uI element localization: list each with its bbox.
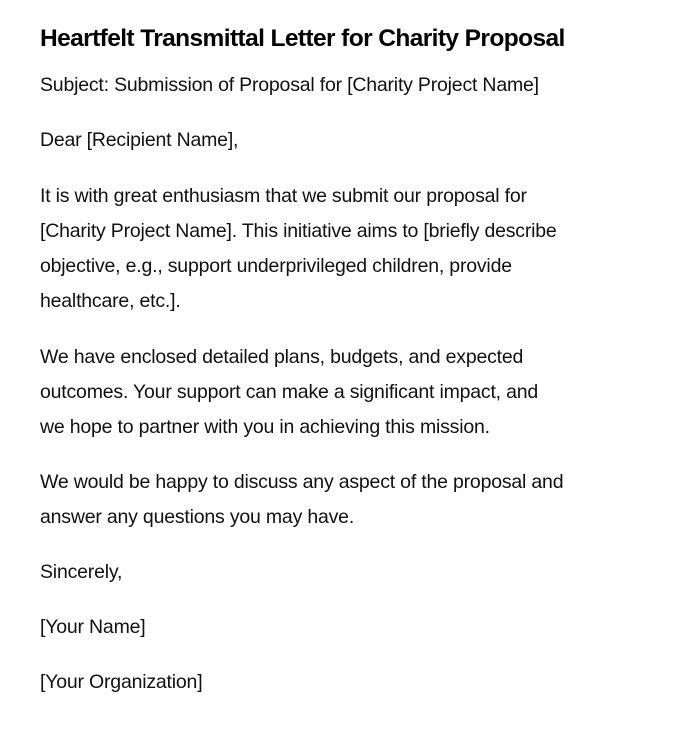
paragraph-line: It is with great enthusiasm that we submit our proposal for [40,185,527,207]
paragraph-enclosures [40,340,538,445]
document-title: Heartfelt Transmittal Letter for Charity Proposal [40,25,565,52]
salutation: Dear [Recipient Name], [40,129,239,151]
paragraph-line: we hope to partner with you in achieving this mission. [40,416,490,438]
paragraph-line: objective, e.g., support underprivileged children, provide [40,255,512,277]
paragraph-discussion [40,465,563,535]
subject-line: Subject: Submission of Proposal for [Charity Project Name] [40,74,539,96]
paragraph-line: answer any questions you may have. [40,506,355,528]
paragraph-line: outcomes. Your support can make a significant impact, and [40,381,539,403]
signature-organization: [Your Organization] [40,671,203,693]
paragraph-line: [Charity Project Name]. This initiative aims to [briefly describe [40,220,557,242]
paragraph-intro [40,179,557,319]
signature-name: [Your Name] [40,616,146,638]
paragraph-line: We would be happy to discuss any aspect of the proposal and [40,471,564,493]
closing: Sincerely, [40,561,123,583]
paragraph-line: We have enclosed detailed plans, budgets, and expected [40,346,524,368]
paragraph-line: healthcare, etc.]. [40,290,181,312]
